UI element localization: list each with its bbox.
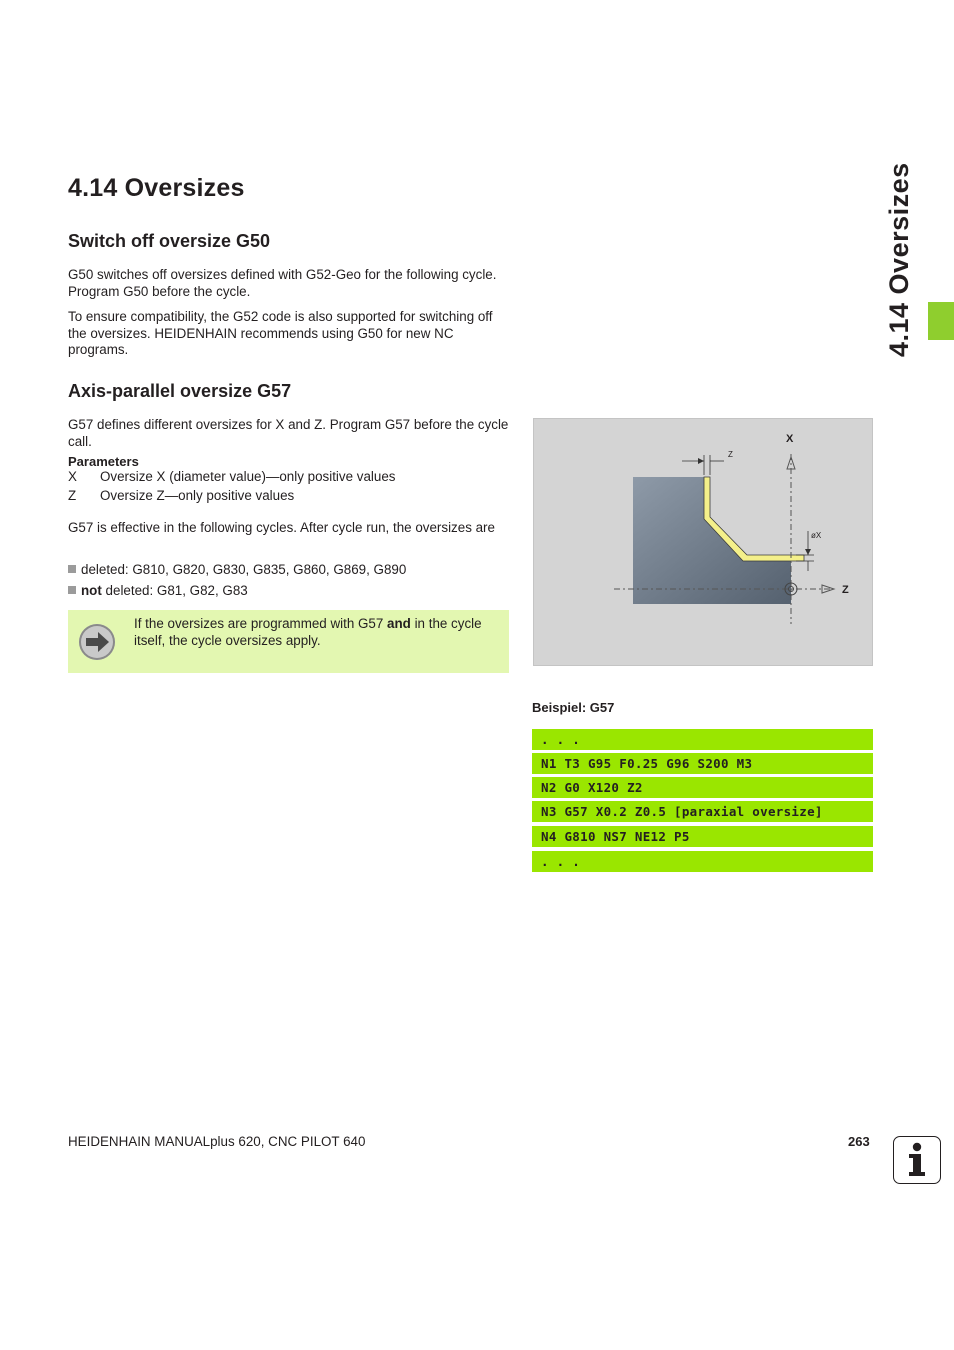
bullet-text: deleted: G81, G82, G83 <box>101 583 248 598</box>
parameter-row-x <box>68 469 395 485</box>
example-title: Beispiel: G57 <box>532 700 615 715</box>
g50-paragraph-2: To ensure compatibility, the G52 code is also supported for switching off the oversizes. HEIDENHAIN recommends using G50 for new NC programs. <box>68 309 493 357</box>
oversize-diagram <box>533 418 873 666</box>
workpiece-shape <box>633 477 791 604</box>
subsection-title-g57: Axis-parallel oversize G57 <box>68 381 292 401</box>
g57-paragraph-2: G57 is effective in the following cycles. After cycle run, the oversizes are <box>68 520 495 535</box>
section-title: 4.14 Oversizes <box>68 174 245 202</box>
code-line: . . . <box>532 851 873 872</box>
arrow-right-icon <box>79 624 115 660</box>
parameter-key: Z <box>68 488 77 503</box>
parameters-heading: Parameters <box>68 454 139 469</box>
note-box <box>68 610 509 673</box>
bullet-item-not-deleted <box>68 583 248 598</box>
axis-label-z: Z <box>842 584 849 596</box>
code-line: N4 G810 NS7 NE12 P5 <box>532 826 873 847</box>
side-tab-label: 4.14 Oversizes <box>884 162 914 357</box>
parameter-row-z <box>68 488 294 504</box>
parameter-key: X <box>68 469 77 484</box>
g57-paragraph-1: G57 defines different oversizes for X and Z. Program G57 before the cycle call. <box>68 417 509 449</box>
code-line: N2 G0 X120 Z2 <box>532 777 873 798</box>
g50-paragraph-1: G50 switches off oversizes defined with G52-Geo for the following cycle. Program G50 before the cycle. <box>68 267 497 299</box>
footer-manual-title: HEIDENHAIN MANUALplus 620, CNC PILOT 640 <box>68 1134 366 1149</box>
bullet-text: deleted: G810, G820, G830, G835, G860, G869, G890 <box>81 562 407 577</box>
bullet-square-icon <box>68 586 76 594</box>
bullet-square-icon <box>68 565 76 573</box>
bullet-bold-word: not <box>81 583 102 598</box>
code-line: . . . <box>532 729 873 750</box>
subsection-title-g50: Switch off oversize G50 <box>68 231 271 251</box>
parameter-desc: Oversize X (diameter value)—only positive values <box>100 469 396 484</box>
page-number: 263 <box>848 1134 870 1149</box>
note-text: If the oversizes are programmed with G57 and in the cycle itself, the cycle oversizes apply. <box>134 616 482 648</box>
dimension-label-ox: øX <box>811 531 822 540</box>
side-tab-green-block <box>928 302 954 340</box>
code-line: N1 T3 G95 F0.25 G96 S200 M3 <box>532 753 873 774</box>
code-line: N3 G57 X0.2 Z0.5 [paraxial oversize] <box>532 801 873 822</box>
bullet-item-deleted <box>68 562 406 577</box>
info-icon <box>893 1136 941 1184</box>
axis-label-x: X <box>786 433 794 445</box>
parameter-desc: Oversize Z—only positive values <box>100 488 295 503</box>
dimension-label-z: Z <box>728 450 733 459</box>
